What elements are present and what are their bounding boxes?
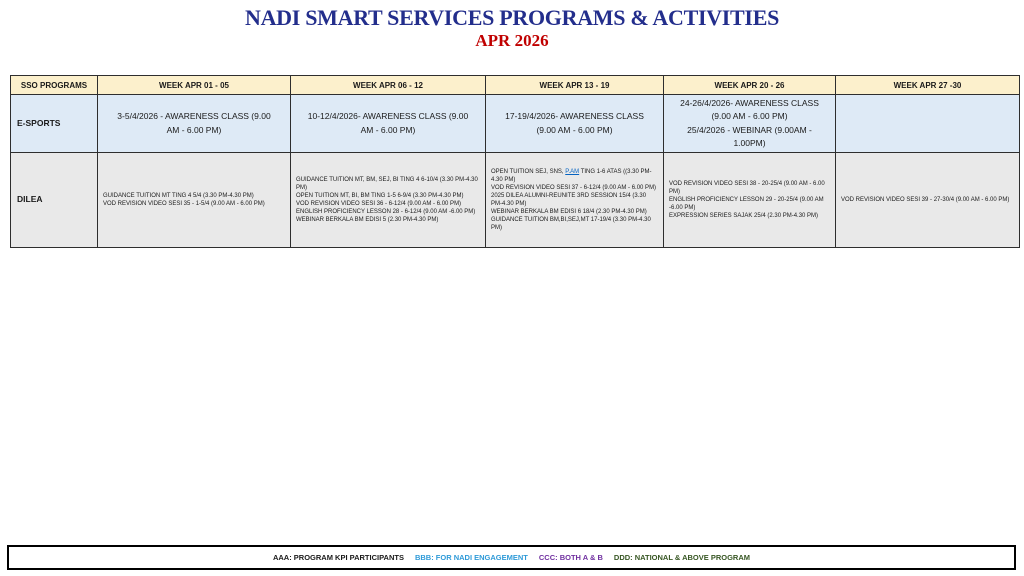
- esports-week5-cell-empty: [836, 95, 1020, 153]
- program-label-esports: E-SPORTS: [11, 95, 98, 153]
- dilea-week5-cell: [836, 153, 1020, 248]
- esports-week2-cell: [291, 95, 486, 153]
- legend-bbb: BBB: FOR NADI ENGAGEMENT: [414, 553, 528, 562]
- activity-line: ENGLISH PROFICIENCY LESSON 28 - 6-12/4 (9.00 AM -6.00 PM): [296, 209, 476, 216]
- activity-text-post: TING 1-6 ATAS ((3.30 PM-4.30 PM): [491, 168, 652, 183]
- activity-line: GUIDANCE TUITION MT TING 4 5/4 (3.30 PM-4.30 PM): [103, 192, 254, 199]
- header-week-2: WEEK APR 06 - 12: [291, 76, 486, 95]
- esports-week1-cell: [98, 95, 291, 153]
- activity-line: GUIDANCE TUITION MT, BM, SEJ, BI TING 4 6-10/4 (3.30 PM-4.30 PM): [296, 176, 478, 191]
- dilea-week3-cell: [486, 153, 664, 248]
- activity-line: VOD REVISION VIDEO SESI 39 - 27-30/4 (9.00 AM - 6.00 PM): [841, 196, 1010, 203]
- header-week-3: WEEK APR 13 - 19: [486, 76, 664, 95]
- activity-line: 3-5/4/2026 - AWARENESS CLASS (9.00 AM - 6.00 PM): [117, 111, 271, 135]
- pam-hyperlink[interactable]: P.AM: [565, 168, 580, 175]
- esports-week3-cell: [486, 95, 664, 153]
- header-week-4: WEEK APR 20 - 26: [664, 76, 836, 95]
- activity-line: ENGLISH PROFICIENCY LESSON 29 - 20-25/4 (9.00 AM -6.00 PM): [669, 196, 824, 212]
- legend-bar: [7, 545, 1016, 570]
- header-week-5: WEEK APR 27 -30: [836, 76, 1020, 95]
- activity-line: 17-19/4/2026- AWARENESS CLASS (9.00 AM - 6.00 PM): [505, 111, 644, 135]
- header-sso-programs: SSO PROGRAMS: [11, 76, 98, 95]
- activity-line: OPEN TUITION MT, BI, BM TING 1-5 6-9/4 (3.30 PM-4.30 PM): [296, 192, 464, 199]
- activity-line: 10-12/4/2026- AWARENESS CLASS (9.00 AM - 6.00 PM): [307, 111, 469, 135]
- activity-line: GUIDANCE TUITION BM,BI,SEJ,MT 17-19/4 (3.30 PM-4.30 PM): [491, 217, 651, 232]
- table-header-row: [11, 76, 1020, 95]
- activity-line: VOD REVISION VIDEO SESI 35 - 1-5/4 (9.00 AM - 6.00 PM): [103, 201, 265, 207]
- esports-week4-cell: [664, 95, 836, 153]
- dilea-week2-cell: [291, 153, 486, 248]
- program-label-dilea: DILEA: [11, 153, 98, 248]
- activity-line: [491, 168, 658, 184]
- activity-line: WEBINAR BERKALA BM EDISI 6 18/4 (2.30 PM-4.30 PM): [491, 209, 647, 216]
- activity-line: 25/4/2026 - WEBINAR (9.00AM - 1.00PM): [687, 124, 812, 148]
- header-week-1: WEEK APR 01 - 05: [98, 76, 291, 95]
- page-title: NADI SMART SERVICES PROGRAMS & ACTIVITIES: [244, 5, 780, 30]
- dilea-week4-cell: [664, 153, 836, 248]
- table-row-esports: [11, 95, 1020, 153]
- activity-line: VOD REVISION VIDEO SESI 38 - 20-25/4 (9.00 AM - 6.00 PM): [669, 180, 825, 195]
- activity-text-pre: OPEN TUITION SEJ, SNS,: [491, 168, 566, 175]
- activity-line: 24-26/4/2026- AWARENESS CLASS (9.00 AM - 6.00 PM): [680, 98, 819, 122]
- activity-line: WEBINAR BERKALA BM EDISI 5 (2.30 PM-4.30 PM): [296, 217, 439, 224]
- activity-line: VOD REVISION VIDEO SESI 37 - 6-12/4 (9.00 AM - 6.00 PM): [491, 184, 657, 191]
- dilea-week1-cell: [98, 153, 291, 248]
- page-subtitle-month: APR 2026: [475, 31, 549, 50]
- legend-ddd: DDD: NATIONAL & ABOVE PROGRAM: [613, 553, 751, 562]
- activity-line: VOD REVISION VIDEO SESI 36 - 6-12/4 (9.00 AM - 6.00 PM): [296, 201, 462, 207]
- table-row-dilea: [11, 153, 1020, 248]
- activity-line: 2025 DILEA ALUMNI-REUNITE 3RD SESSION 15/4 (3.30 PM-4.30 PM): [491, 192, 647, 207]
- activity-line: EXPRESSION SERIES SAJAK 25/4 (2.30 PM-4.30 PM): [669, 213, 819, 220]
- legend-ccc: CCC: BOTH A & B: [538, 553, 603, 562]
- programs-schedule-table: [10, 75, 1020, 248]
- legend-aaa: AAA: PROGRAM KPI PARTICIPANTS: [272, 553, 404, 562]
